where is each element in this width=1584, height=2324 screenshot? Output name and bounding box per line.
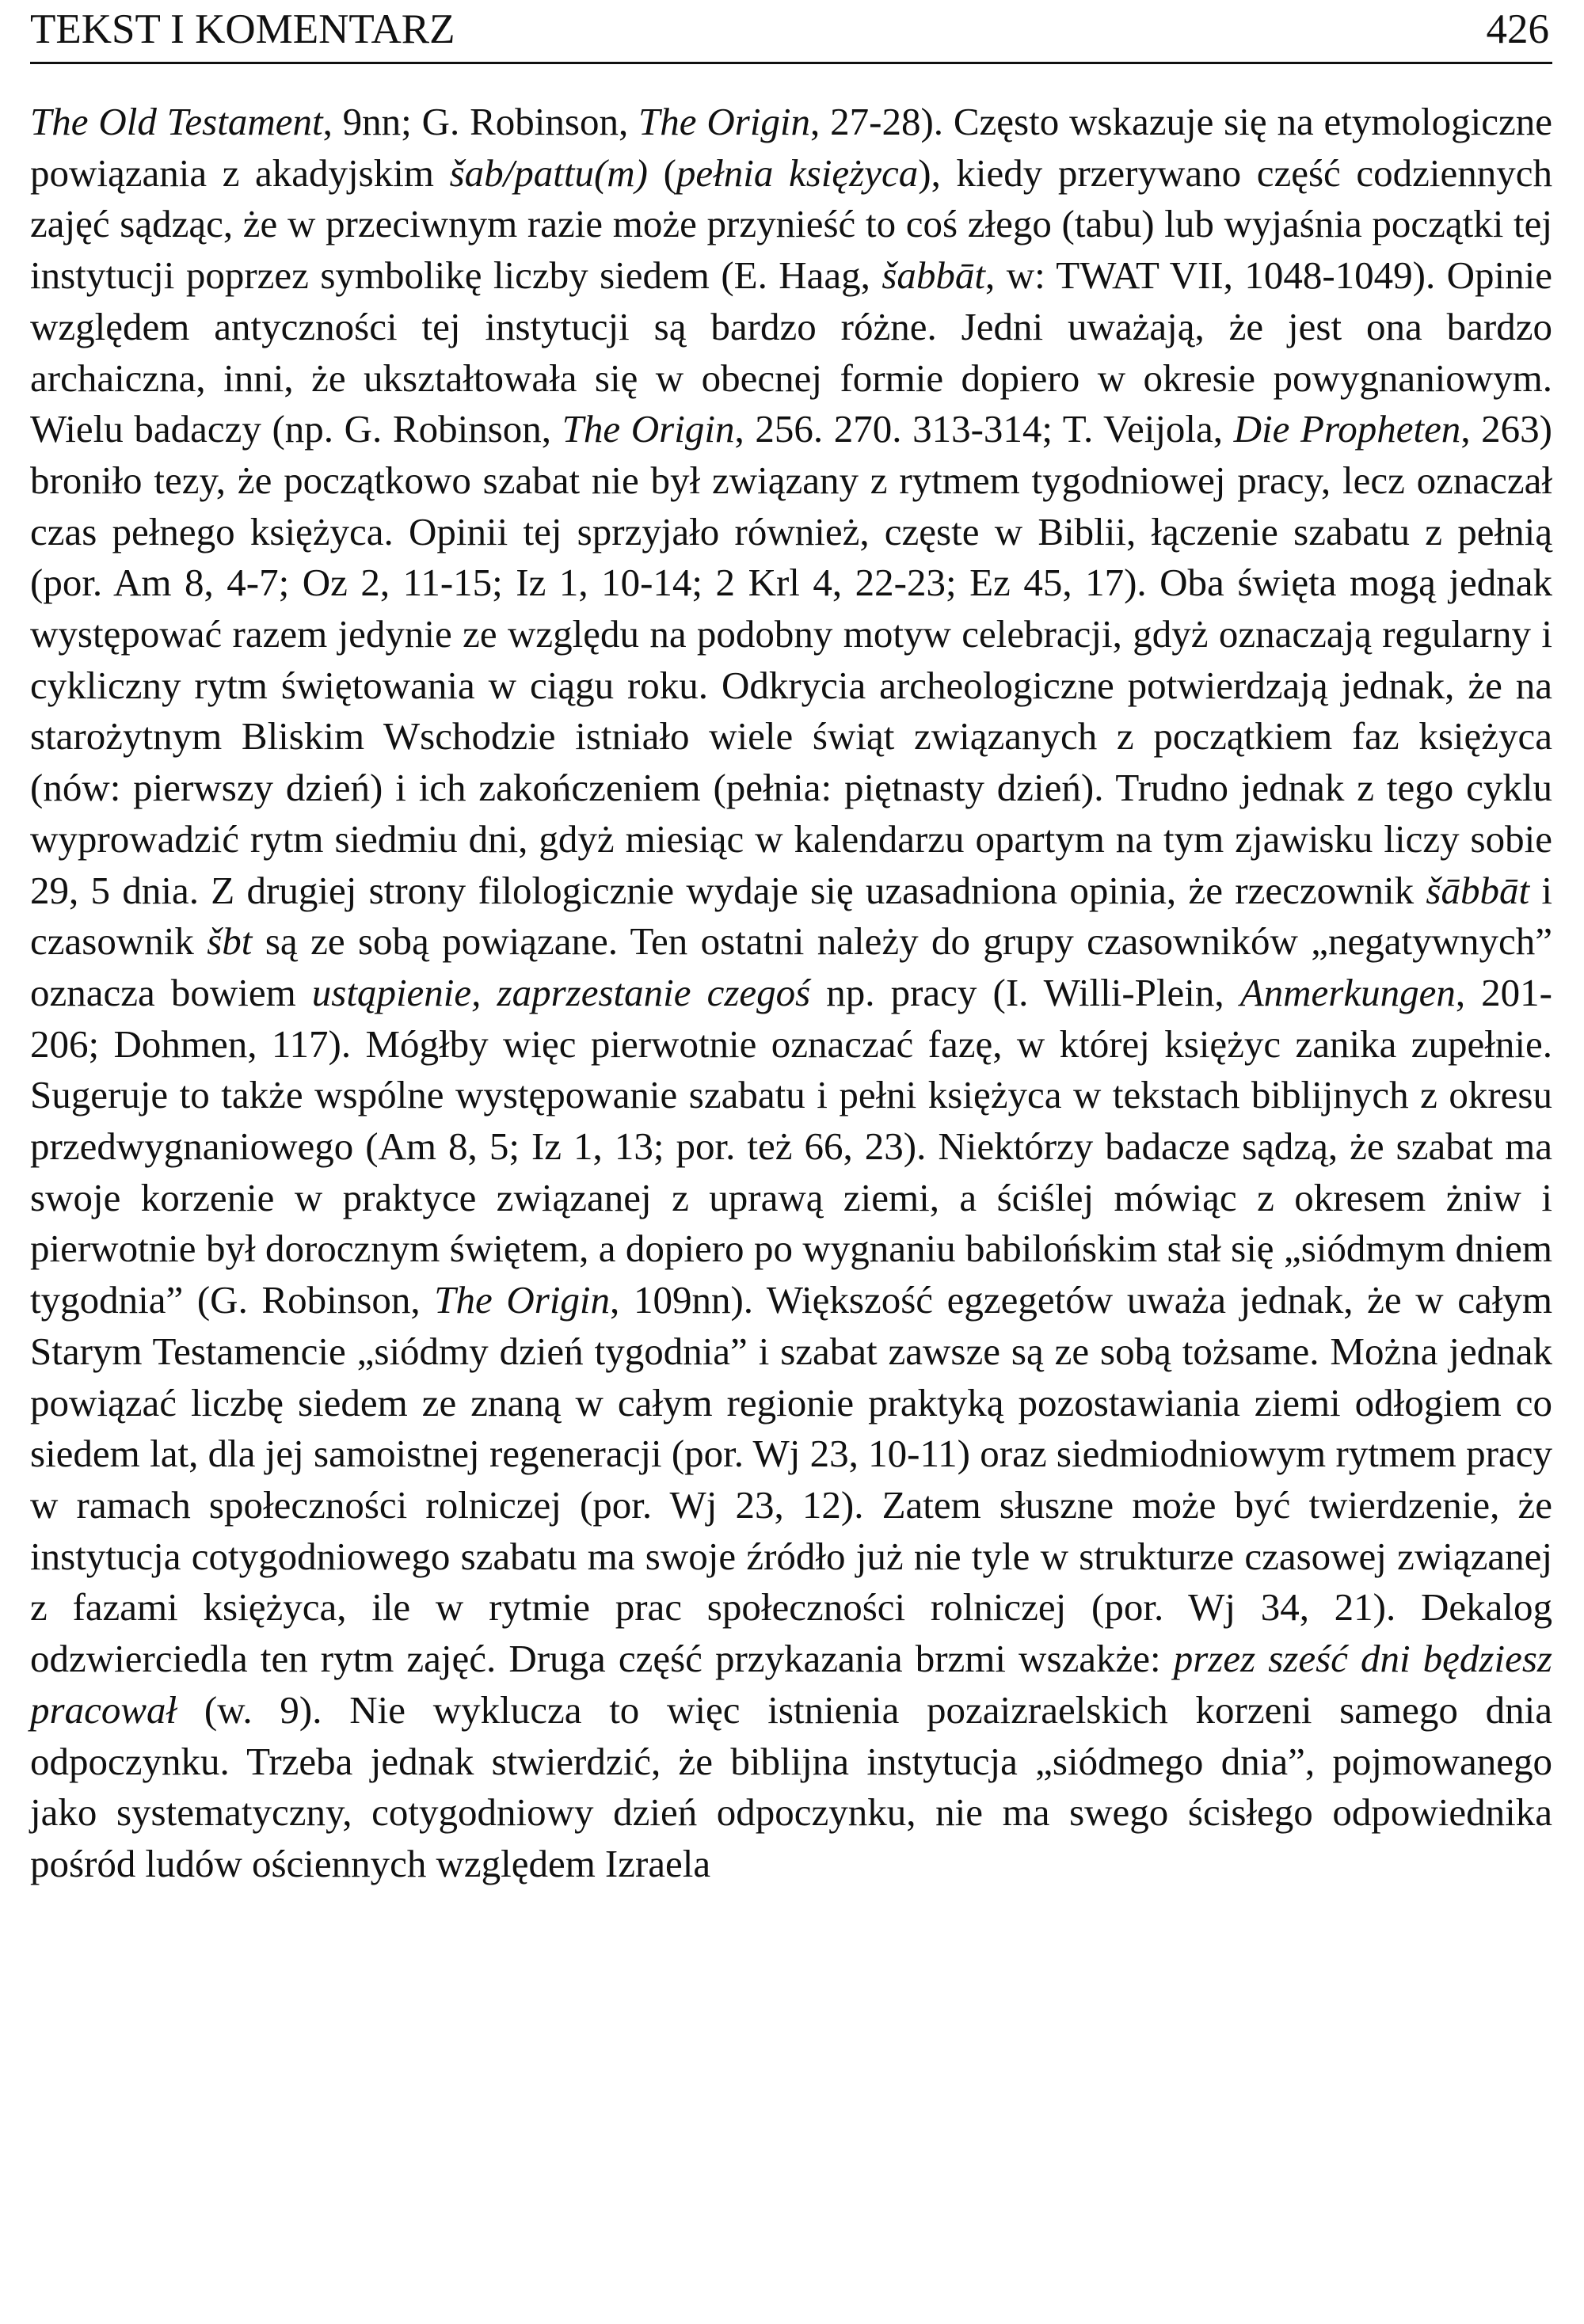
running-title: TEKST I KOMENTARZ [30,6,455,52]
italic-transliteration: šbt [207,919,253,964]
italic-book-title: Die Propheten [1233,407,1461,451]
italic-transliteration: šab/pattu(m) [449,150,648,195]
italic-translation: pełnia księżyca [676,150,919,195]
italic-transliteration: šābbāt [1426,868,1530,912]
text-segment: są ze sobą powiązane. Ten ostatni należy do grupy czasowników „negatywnych” oznacza bowiem [30,919,1552,1014]
italic-definition: ustąpienie, zaprzestanie czegoś [311,970,811,1014]
text-segment: , w: TWAT VII, 1048-1049). Opinie względem antyczności tej instytucji są bardzo różne. Jedni uważają, że jest ona bardzo archaiczna, inni, że ukształtowała się w obecnej formie dopiero w okresie powygnaniowym. Wielu badaczy (np. G. Robinson, [30,253,1553,451]
commentary-paragraph [30,97,1552,1890]
text-segment: , 9nn; G. Robinson, [322,100,639,143]
italic-book-title: The Old Testament [30,100,323,143]
text-segment: , 263) broniło tezy, że początkowo szabat nie był związany z rytmem tygodniowej pracy, lecz oznaczał czas pełnego księżyca. Opinii tej sprzyjało również, częste w Biblii, łączenie szabatu z pełnią (por. Am 8, 4-7; Oz 2, 11-15; Iz 1, 10-14; 2 Krl 4, 22-23; Ez 45, 17). Oba święta mogą jednak występować razem jedynie ze względu na podobny motyw celebracji, gdyż oznaczają regularny i cykliczny rytm świętowania w ciągu roku. Odkrycia archeologiczne potwierdzają jednak, że na starożytnym Bliskim Wschodzie istniało wiele świąt związanych z początkiem faz księżyca (nów: pierwszy dzień) i ich zakończeniem (pełnia: piętnasty dzień). Trudno jednak z tego cyklu wyprowadzić rytm siedmiu dni, gdyż miesiąc w kalendarzu opartym na tym zjawisku liczy sobie 29, 5 dnia. Z drugiej strony filologicznie wydaje się uzasadniona opinia, że rzeczownik [30,407,1552,912]
text-segment: , 256. 270. 313-314; T. Veijola, [734,407,1234,451]
text-segment: , 201-206; Dohmen, 117). Mógłby więc pierwotnie oznaczać fazę, w której księżyc zanika zupełnie. Sugeruje to także wspólne występowanie szabatu i pełni księżyca w tekstach biblijnych z okresu przedwygnaniowego (Am 8, 5; Iz 1, 13; por. też 66, 23). Niektórzy badacze sądzą, że szabat ma swoje korzenie w praktyce związanej z uprawą ziemi, a ściślej mówiąc z okresem żniw i pierwotnie był dorocznym świętem, a dopiero po wygnaniu babilońskim stał się „siódmym dniem tygodnia” (G. Robinson, [30,970,1552,1322]
italic-book-title: Anmerkungen [1239,970,1456,1014]
italic-book-title: The Origin [434,1278,611,1322]
text-segment: i czasownik [30,868,1552,964]
italic-quotation: przez sześć dni będziesz pracował [30,1637,1552,1732]
text-segment: (w. 9). Nie wyklucza to więc istnienia pozaizraelskich korzeni samego dnia odpoczynku. Trzeba jednak stwierdzić, że biblijna instytucja „siódmego dnia”, pojmowanego jako systematyczny, cotygodniowy dzień odpoczynku, nie ma swego ścisłego odpowiednika pośród ludów ościennych względem Izraela [30,1687,1552,1885]
text-segment: ), kiedy przerywano część codziennych zajęć sądząc, że w przeciwnym razie może przynieść to coś złego (tabu) lub wyjaśnia początki tej instytucji poprzez symbolikę liczby siedem (E. Haag, [30,150,1552,298]
italic-book-title: The Origin [562,407,735,451]
text-segment: , 109nn). Większość egzegetów uważa jednak, że w całym Starym Testamencie „siódmy dzień tygodnia” i szabat zawsze są ze sobą tożsame. Można jednak powiązać liczbę siedem ze znaną w całym regionie praktyką pozostawiania ziemi odłogiem co siedem lat, dla jej samoistnej regeneracji (por. Wj 23, 10-11) oraz siedmiodniowym rytmem pracy w ramach społeczności rolniczej (por. Wj 23, 12). Zatem słuszne może być twierdzenie, że instytucja cotygodniowego szabatu ma swoje źródło już nie tyle w strukturze czasowej związanej z fazami księżyca, ile w rytmie prac społeczności rolniczej (por. Wj 34, 21). Dekalog odzwierciedla ten rytm zajęć. Druga część przykazania brzmi wszakże: [30,1278,1552,1681]
text-segment: , 27-28). Często wskazuje się na etymologiczne powiązania z akadyjskim [30,100,1552,195]
running-header [30,2,1552,64]
text-segment: ( [648,150,676,195]
italic-book-title: The Origin [638,100,811,143]
italic-transliteration: šabbāt [881,253,986,298]
page-number: 426 [1486,6,1549,52]
text-segment: np. pracy (I. Willi-Plein, [810,970,1240,1014]
